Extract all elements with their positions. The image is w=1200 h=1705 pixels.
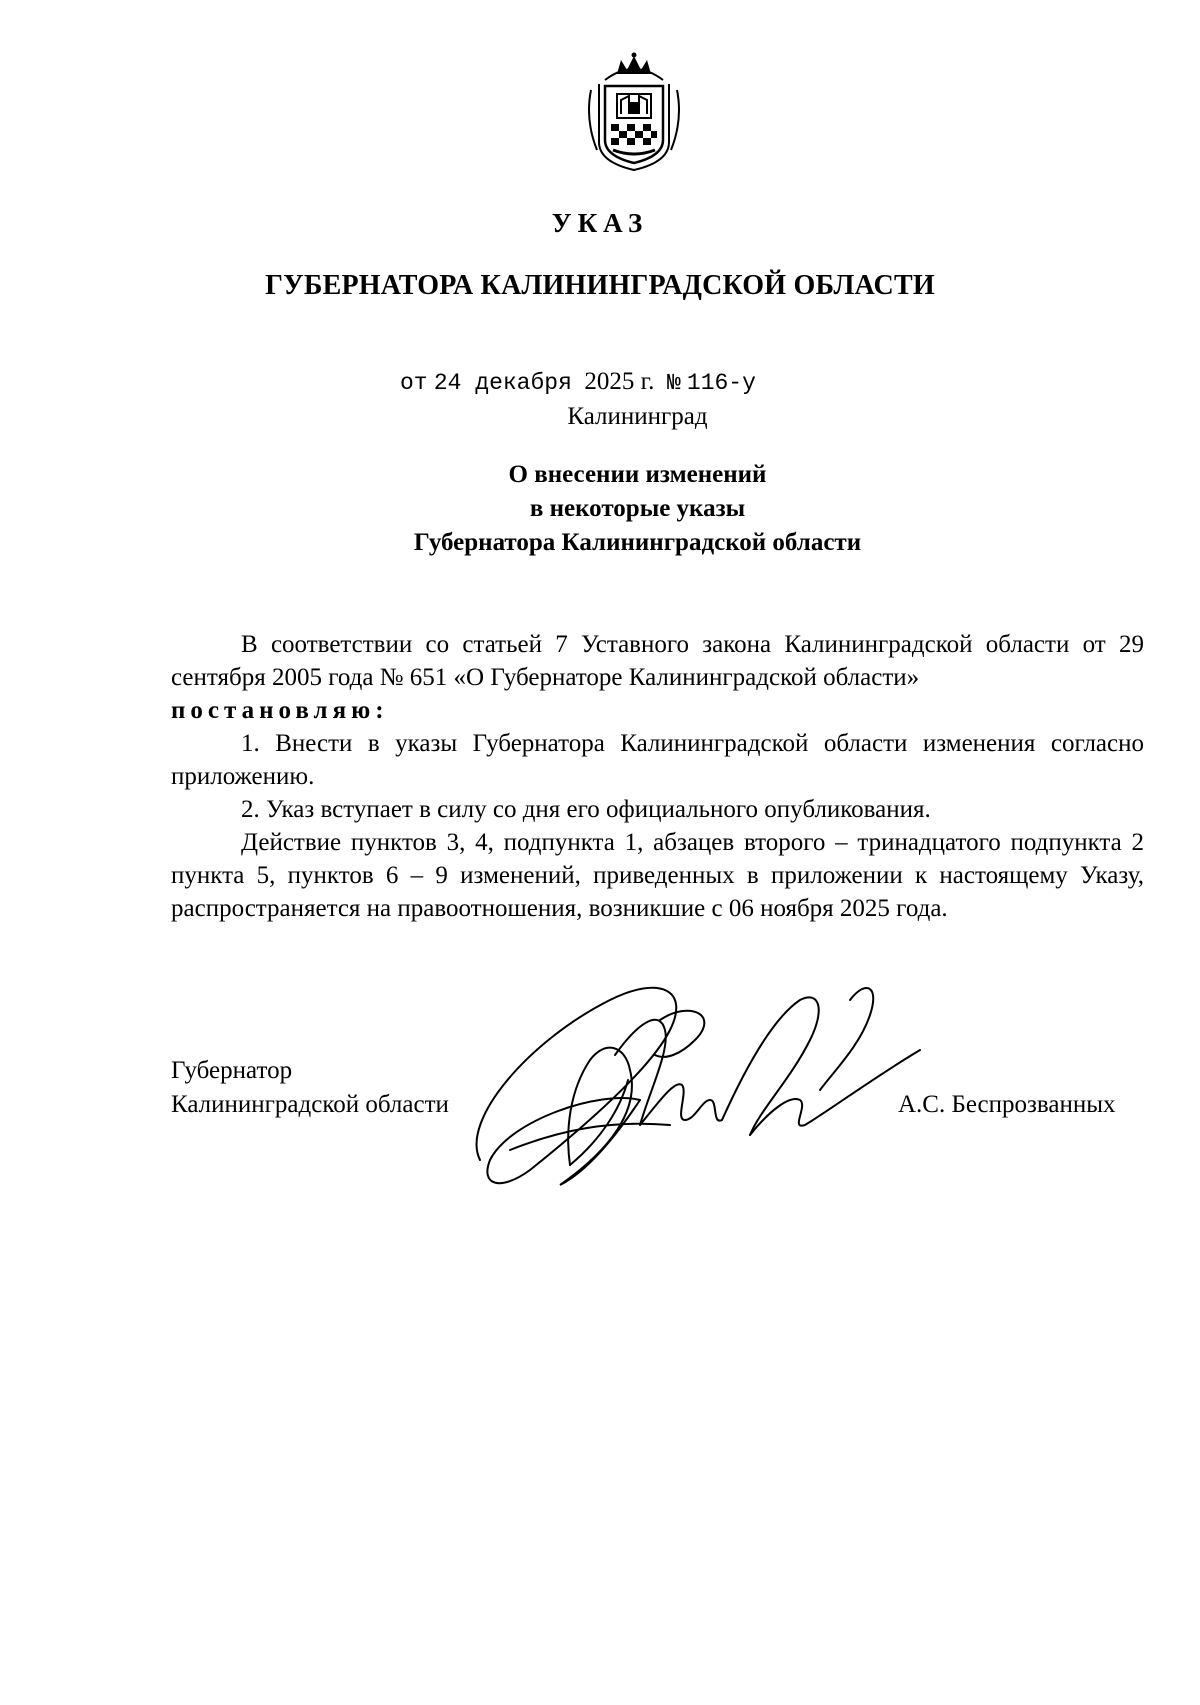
decree-word: постановляю: <box>171 697 389 724</box>
issuer-title: ГУБЕРНАТОРА КАЛИНИНГРАДСКОЙ ОБЛАСТИ <box>265 270 935 301</box>
document-city: Калининград <box>567 403 708 430</box>
decree-item-2-extra: Действие пунктов 3, 4, подпункта 1, абзацев второго – тринадцатого подпункта 2 пункта 5, пунктов 6 – 9 изменений, приведенных в приложении к настоящему Указу, распространяется на правоотношения, возникшие с 06 ноября 2025 года. <box>171 829 1144 922</box>
preamble-paragraph: В соответствии со статьей 7 Уставного закона Калининградской области от 29 сентября 2005 года № 651 «О Губернаторе Калининградской области» <box>171 631 1144 691</box>
signatory-position-line: Губернатор <box>171 1057 293 1084</box>
date-prefix: от <box>400 370 428 396</box>
number-sign: № <box>666 370 681 396</box>
document-type: УКАЗ <box>551 208 649 238</box>
document-dateline <box>400 368 756 396</box>
document-subject <box>0 458 1200 560</box>
subject-line: в некоторые указы <box>529 495 746 522</box>
signatory-position-line: Калининградской области <box>171 1091 449 1118</box>
document-body <box>171 628 1144 925</box>
decree-item-1: 1. Внести в указы Губернатора Калининградской области изменения согласно приложению. <box>171 730 1144 790</box>
decree-item-2: 2. Указ вступает в силу со дня его официального опубликования. <box>241 796 931 823</box>
subject-line: Губернатора Калининградской области <box>413 529 862 556</box>
handwritten-signature-icon <box>470 960 930 1200</box>
signatory-name: А.С. Беспрозванных <box>898 1091 1116 1118</box>
subject-line: О внесении изменений <box>508 461 767 488</box>
document-number: 116-у <box>686 370 756 396</box>
signatory-position <box>171 1054 449 1122</box>
document-year: 2025 г. <box>584 368 655 395</box>
document-date: 24 декабря <box>433 370 572 396</box>
coat-of-arms-icon <box>583 50 685 175</box>
